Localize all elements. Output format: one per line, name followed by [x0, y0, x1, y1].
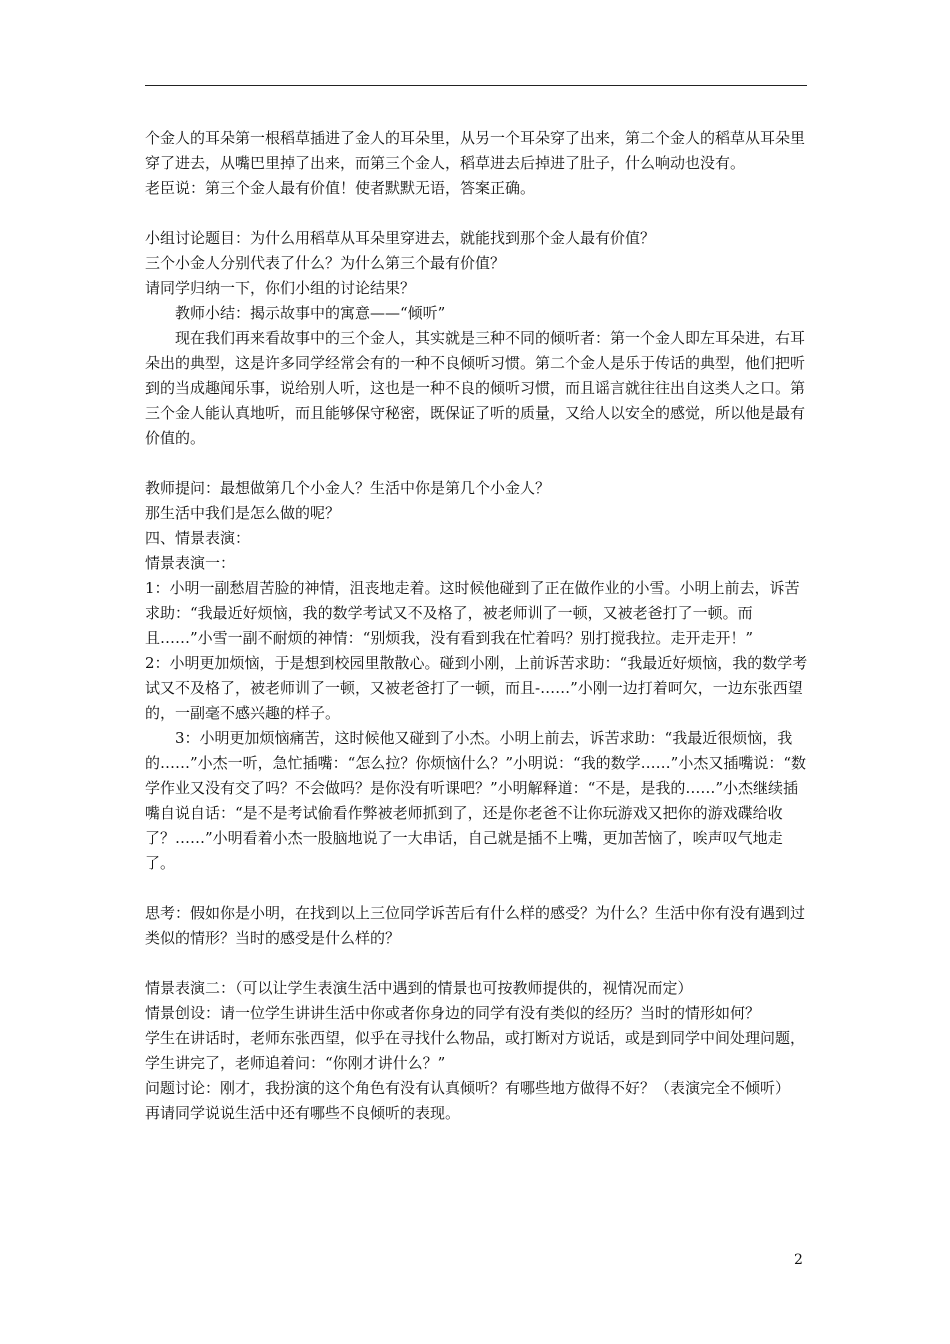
- paragraph: 思考：假如你是小明，在找到以上三位同学诉苦后有什么样的感受？为什么？生活中你有没有遇到过类似的情形？当时的感受是什么样的？: [145, 904, 806, 947]
- paragraph: 教师小结：揭示故事中的寓意——“倾听”: [175, 304, 446, 322]
- page-number: 2: [794, 1252, 803, 1268]
- section-heading: 四、情景表演：: [145, 529, 251, 547]
- paragraph: 3：小明更加烦恼痛苦，这时候他又碰到了小杰。小明上前去，诉苦求助：“我最近很烦恼，我的……”小杰一听，急忙插嘴：“怎么拉？你烦恼什么？”小明说：“我的数学……”小杰又插嘴说：“数学作业又没有交了吗？不会做吗？是你没有听课吧？”小明解释道：“不是，是我的……”小杰继续插嘴自说自话：“是不是考试偷看作弊被老师抓到了，还是你老爸不让你玩游戏又把你的游戏碟给收了？……”小明看着小杰一股脑地说了一大串话，自己就是插不上嘴，更加苦恼了，唉声叹气地走了。: [145, 729, 807, 872]
- document-body: [145, 126, 810, 1126]
- blank-line: [145, 451, 810, 476]
- blank-line: [145, 201, 810, 226]
- paragraph: 情景表演一：: [145, 554, 236, 572]
- paragraph: 三个小金人分别代表了什么？为什么第三个最有价值？: [145, 254, 506, 272]
- paragraph: 情景创设：请一位学生讲讲生活中你或者你身边的同学有没有类似的经历？当时的情形如何？: [145, 1004, 761, 1022]
- header-rule: [145, 85, 807, 86]
- paragraph: 教师提问：最想做第几个小金人？生活中你是第几个小金人？: [145, 479, 551, 497]
- blank-line: [145, 876, 810, 901]
- paragraph: 现在我们再来看故事中的三个金人，其实就是三种不同的倾听者：第一个金人即左耳朵进，右耳朵出的典型，这是许多同学经常会有的一种不良倾听习惯。第二个金人是乐于传话的典型，他们把听到的当成趣闻乐事，说给别人听，这也是一种不良的倾听习惯，而且谣言就往往出自这类人之口。第三个金人能认真地听，而且能够保守秘密，既保证了听的质量，又给人以安全的感觉，所以他是最有价值的。: [145, 329, 806, 447]
- blank-line: [145, 951, 810, 976]
- paragraph: 情景表演二：（可以让学生表演生活中遇到的情景也可按教师提供的，视情况而定）: [145, 979, 693, 997]
- paragraph: 学生在讲话时，老师东张西望，似乎在寻找什么物品，或打断对方说话，或是到同学中间处理问题，学生讲完了，老师追着问：“你刚才讲什么？”: [145, 1029, 806, 1072]
- paragraph: 小组讨论题目：为什么用稻草从耳朵里穿进去，就能找到那个金人最有价值？: [145, 229, 656, 247]
- paragraph: 1：小明一副愁眉苦脸的神情，沮丧地走着。这时候他碰到了正在做作业的小雪。小明上前去，诉苦求助：“我最近好烦恼，我的数学考试又不及格了，被老师训了一顿，又被老爸打了一顿。而且……”小雪一副不耐烦的神情：“别烦我，没有看到我在忙着吗？别打搅我拉。走开走开！”: [145, 579, 800, 647]
- paragraph: 老臣说：第三个金人最有价值！使者默默无语，答案正确。: [145, 179, 536, 197]
- paragraph: 个金人的耳朵第一根稻草插进了金人的耳朵里，从另一个耳朵穿了出来，第二个金人的稻草从耳朵里穿了进去，从嘴巴里掉了出来，而第三个金人，稻草进去后掉进了肚子，什么响动也没有。: [145, 129, 806, 172]
- paragraph: 那生活中我们是怎么做的呢？: [145, 504, 341, 522]
- paragraph: 2：小明更加烦恼，于是想到校园里散散心。碰到小刚，上前诉苦求助：“我最近好烦恼，我的数学考试又不及格了，被老师训了一顿，又被老爸打了一顿，而且-……”小刚一边打着呵欠，一边东张西望的，一副毫不感兴趣的样子。: [145, 654, 808, 722]
- paragraph: 再请同学说说生活中还有哪些不良倾听的表现。: [145, 1104, 461, 1122]
- paragraph: 请同学归纳一下，你们小组的讨论结果？: [145, 279, 416, 297]
- paragraph: 问题讨论：刚才，我扮演的这个角色有没有认真倾听？有哪些地方做得不好？（表演完全不倾听）: [145, 1079, 791, 1097]
